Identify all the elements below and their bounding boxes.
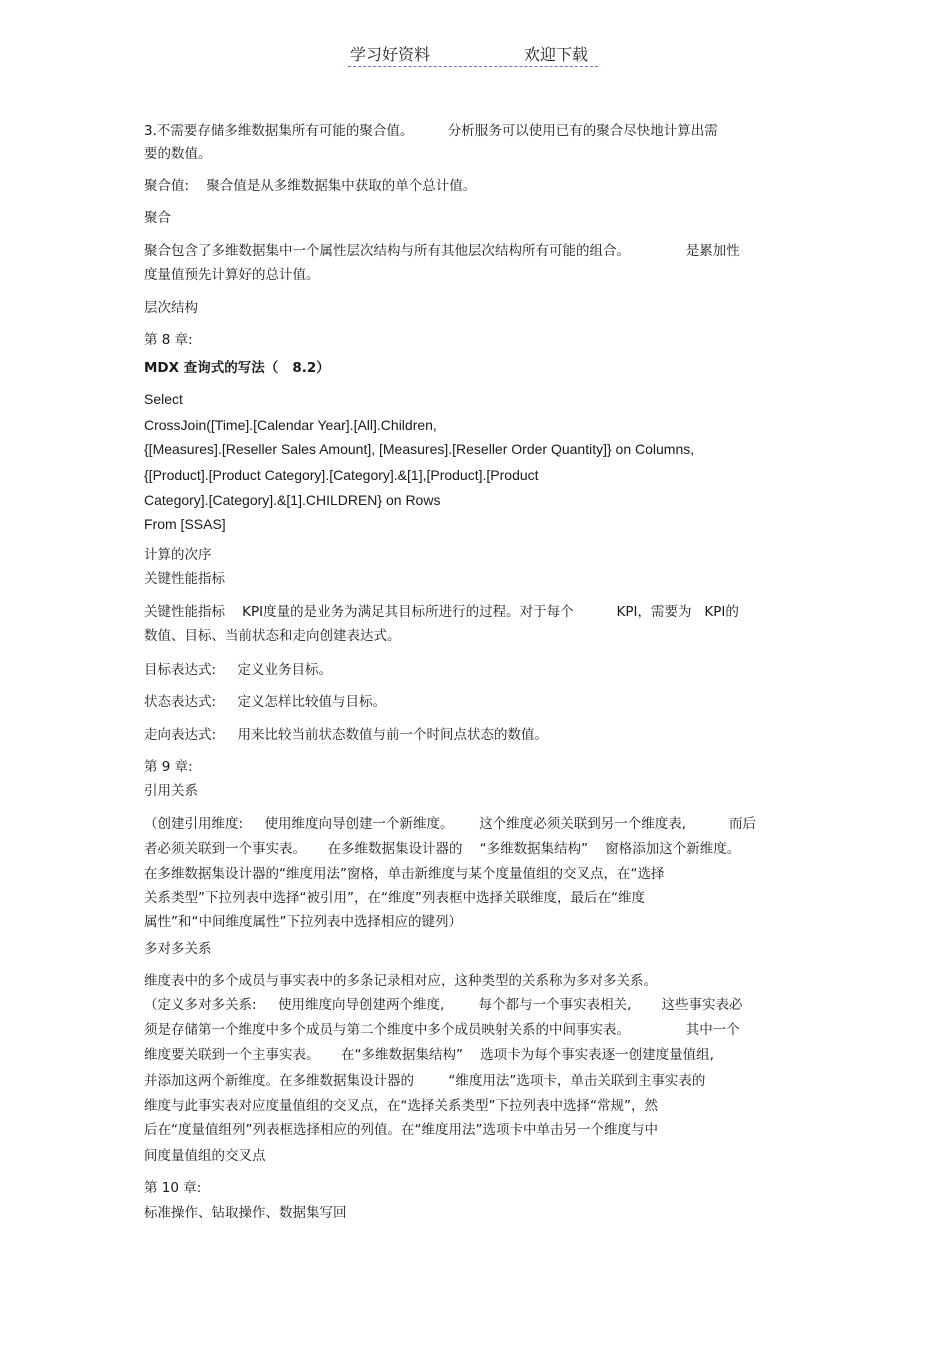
code-line: From [SSAS]: [144, 516, 226, 532]
text-line: 关系类型”下拉列表中选择“被引用”，在“维度”列表框中选择关联维度，最后在“维度: [144, 890, 645, 906]
text-line: 须是存储第一个维度中多个成员与第二个维度中多个成员映射关系的中间事实表。 其中一个: [144, 1022, 740, 1038]
chapter-heading: 第 8 章:: [144, 332, 193, 348]
section-heading: 聚合: [144, 210, 171, 226]
text-line: 状态表达式: 定义怎样比较值与目标。: [144, 694, 387, 710]
text-line: 3.不需要存储多维数据集所有可能的聚合值。 分析服务可以使用已有的聚合尽快地计算出需: [144, 123, 718, 139]
text-line: 维度表中的多个成员与事实表中的多条记录相对应，这种类型的关系称为多对多关系。: [144, 973, 657, 989]
text-line: 者必须关联到一个事实表。 在多维数据集设计器的 “多维数据集结构” 窗格添加这个新维度。: [144, 841, 741, 857]
chapter-heading: 第 9 章:: [144, 759, 193, 775]
section-heading: 关键性能指标: [144, 571, 225, 587]
code-line: {[Measures].[Reseller Sales Amount], [Measures].[Reseller Order Quantity]} on Columns,: [144, 441, 695, 457]
code-line: Category].[Category].&[1].CHILDREN} on Rows: [144, 492, 441, 508]
text-line: 属性”和“中间维度属性”下拉列表中选择相应的键列）: [144, 914, 462, 930]
code-line: {[Product].[Product Category].[Category].&[1],[Product].[Product: [144, 467, 539, 483]
section-heading: 多对多关系: [144, 941, 212, 957]
page-header: [348, 40, 598, 67]
text-line: 并添加这两个新维度。在多维数据集设计器的 “维度用法”选项卡，单击关联到主事实表的: [144, 1073, 706, 1089]
text-line: 维度要关联到一个主事实表。 在“多维数据集结构” 选项卡为每个事实表逐一创建度量值组,: [144, 1047, 714, 1063]
text-line: （定义多对多关系: 使用维度向导创建两个维度, 每个都与一个事实表相关, 这些事实表必: [144, 997, 743, 1013]
section-heading: 引用关系: [144, 783, 198, 799]
text-line: 关键性能指标 KPI度量的是业务为满足其目标所进行的过程。对于每个 KPI，需要为 KPI的: [144, 604, 739, 620]
header-left-text: 学习好资料: [350, 45, 431, 64]
text-line: 要的数值。: [144, 146, 212, 162]
code-line: CrossJoin([Time].[Calendar Year].[All].Children,: [144, 417, 437, 433]
text-line: 走向表达式: 用来比较当前状态数值与前一个时间点状态的数值。: [144, 727, 549, 743]
text-line: 间度量值组的交叉点: [144, 1148, 266, 1164]
text-line: 目标表达式: 定义业务目标。: [144, 662, 333, 678]
header-right-text: 欢迎下载: [524, 45, 589, 64]
text-line: 聚合包含了多维数据集中一个属性层次结构与所有其他层次结构所有可能的组合。 是累加性: [144, 243, 740, 259]
text-line: 度量值预先计算好的总计值。: [144, 267, 320, 283]
section-heading: 层次结构: [144, 300, 198, 316]
text-line: 聚合值: 聚合值是从多维数据集中获取的单个总计值。: [144, 178, 477, 194]
code-line: Select: [144, 391, 183, 407]
text-line: 维度与此事实表对应度量值组的交叉点，在“选择关系类型”下拉列表中选择“常规”，然: [144, 1098, 658, 1114]
text-line: 后在“度量值组列”列表框选择相应的列值。在“维度用法”选项卡中单击另一个维度与中: [144, 1122, 658, 1138]
section-heading: 计算的次序: [144, 547, 212, 563]
section-heading: 标准操作、钻取操作、数据集写回: [144, 1205, 347, 1221]
mdx-heading: MDX 查询式的写法（ 8.2）: [144, 360, 330, 376]
text-line: 数值、目标、当前状态和走向创建表达式。: [144, 628, 401, 644]
chapter-heading: 第 10 章:: [144, 1180, 202, 1196]
text-line: （创建引用维度: 使用维度向导创建一个新维度。 这个维度必须关联到另一个维度表, 而后: [144, 816, 756, 832]
text-line: 在多维数据集设计器的“维度用法”窗格，单击新维度与某个度量值组的交叉点，在“选择: [144, 866, 665, 882]
